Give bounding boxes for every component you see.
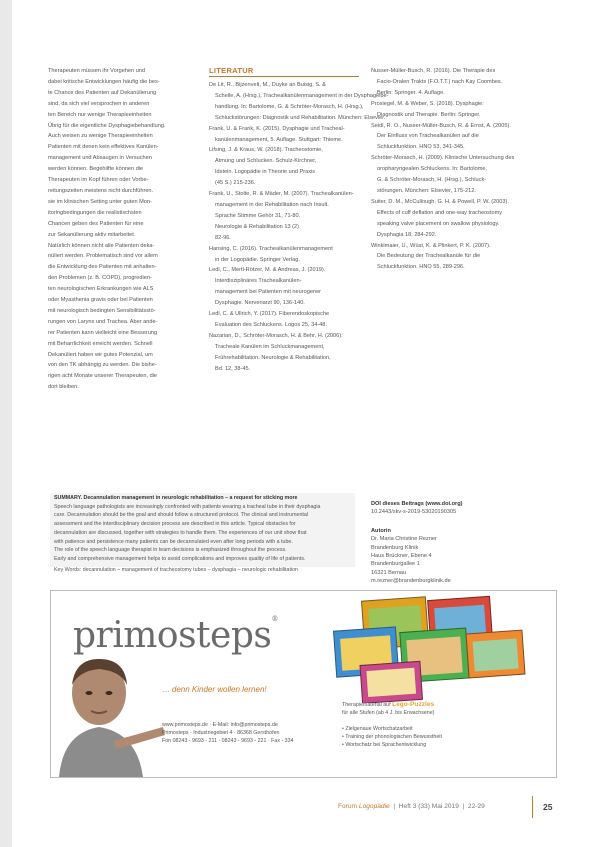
body-text-line: Therapeuten im Kopf führen oder Vorbe- <box>48 177 149 184</box>
promo-line1: Therapiematerial auf <box>342 702 391 708</box>
body-text-line: Chancen geben des Patienten für eine <box>48 220 144 227</box>
reference-line: Die Bedeutung der Trachealkanüle für die <box>377 253 481 260</box>
promo-line2: für alle Stufen (ab 4 J. bis Erwachsene) <box>342 710 435 716</box>
reference-line: Seidl, R. O., Nusser-Müller-Busch, R. & Ernst, A. (2005). <box>371 122 511 129</box>
body-text-line: itoringbedingungen die realistischsten <box>48 209 142 216</box>
bullet-item: • Zielgenaue Wortschatzarbeit <box>342 725 442 733</box>
page-edge <box>0 0 12 847</box>
contact-line[interactable]: www.primosteps.de · E-Mail: info@primosteps.de <box>162 722 278 728</box>
body-text-line: Therapeuten müssen ihr Vorgehen und <box>48 68 146 74</box>
body-text-line: mit Beharrlichkeit erreicht werden. Schnell <box>48 340 153 347</box>
reference-line: störungen. München: Elsevier, 175-212. <box>377 187 476 194</box>
reference-line: speaking valve placement on swallow physiology. <box>377 220 500 227</box>
product-boxes-image <box>319 595 529 703</box>
summary-line: care. Decannulation should be the goal and should follow a structured protocol. The clinical and instrumental <box>54 512 309 519</box>
reference-line: management in der Rehabilitation nach Insult. <box>215 201 329 208</box>
reference-line: Prosiegel, M. & Weber, S. (2018). Dysphagie: <box>371 100 484 107</box>
page-footer: Forum Logopädie | Heft 3 (33) Mai 2019 | 22-29 <box>338 803 485 810</box>
author-line: Haus Brückner, Ebene 4 <box>371 553 432 560</box>
summary-keywords: Key Words: decannulation – management of tracheostomy tubes – dysphagia – neurologic rehabilitation <box>54 566 299 573</box>
body-text-line: sind, da sich viel versprochen in anderen <box>48 100 150 107</box>
ad-tagline: ... denn Kinder wollen lernen! <box>163 685 267 694</box>
summary-line: The role of the speech language therapist in team decisions is emphasized throughout the process. <box>54 547 287 554</box>
reference-line: Effects of cuff deflation and one-way tracheostomy <box>377 209 503 216</box>
article-info <box>371 500 561 586</box>
reference-line: Neurologie & Rehabilitation 13 (2) <box>215 223 299 230</box>
reference-line: De Lit, R., Bijzenvelt, M., Duyke an Buisig, S. & <box>209 82 326 88</box>
reference-line: Nazarian, D., Schröter-Morasch, H. & Behr, H. (2006). <box>209 332 343 339</box>
author-line: Dr. Maria Christine Rezner <box>371 536 437 543</box>
reference-line: in der Logopädie. Springer Verlag. <box>215 256 300 263</box>
ad-contact[interactable] <box>162 721 294 745</box>
reference-line: oropharyngealen Schluckens. In: Bartolome, <box>377 166 488 173</box>
reference-line: Ledl, C., Mertl-Rötzer, M. & Andreas, J. (2019). <box>209 267 326 274</box>
literature-column-continued <box>371 66 561 273</box>
body-text-line: die Entwicklung des Patienten mit anhalten- <box>48 264 157 271</box>
reference-line: Frank, U., Stolte, R. & Mäder, M. (2007). Trachealkanülen- <box>209 191 354 198</box>
contact-line: Primosteps · Industriegebiet 4 · 86368 Gersthofen <box>162 730 280 736</box>
body-text-line: sie im klinischen Setting unter guten Mon- <box>48 198 152 205</box>
doi-label: DOI dieses Beitrags (www.doi.org) <box>371 501 463 507</box>
body-text-line: ten Bereich nur wenige Therapieeinheiten <box>48 111 152 118</box>
literature-column <box>209 66 389 374</box>
body-text-line: Auch weisen zu wenige Therapieeinheiten <box>48 133 153 140</box>
reference-line: Der Einfluss von Trachealkanülen auf die <box>377 133 479 140</box>
summary-heading: SUMMARY. Decannulation management in neurologic rehabilitation – a request for sticking more <box>54 495 298 501</box>
body-text-line: zur Sekanülierung aktiv mitarbeitet. <box>48 231 136 238</box>
registered-mark: ® <box>271 615 278 623</box>
reference-line: Schluckfunktion. HNO 53, 341-345. <box>377 144 465 151</box>
reference-list-continued <box>371 66 561 273</box>
reference-line: G. & Schröter-Morasch, H. (Hrsg.), Schluck- <box>377 177 487 184</box>
body-text-line: Patienten mit denen kein effektives Kanülen- <box>48 144 159 151</box>
reference-line: Suiter, D. M., McCullough, G. H. & Powell, P. W. (2003). <box>371 198 509 205</box>
reference-line: (45 S.) 215-236. <box>215 180 256 187</box>
child-photo <box>51 649 171 777</box>
reference-line: Evaluation des Schluckens. Logos 25, 34-48. <box>215 321 327 328</box>
literature-heading: LITERATUR <box>209 66 254 75</box>
body-text-line: den Problemen (z. B. COPD), progredien- <box>48 275 152 282</box>
summary-line: Speech language pathologists are increasingly confronted with patients wearing a tracheal tube in their dysphagia <box>54 503 321 510</box>
doi-value[interactable]: 10.2443/skv-s-2019-53020190305 <box>371 509 457 516</box>
reference-line: Hansing, C. (2016). Trachealkanülenmanagement <box>209 245 333 252</box>
author-line[interactable]: m.rezner@brandenburgklinik.de <box>371 578 451 585</box>
body-text-line: dort bleiben. <box>48 384 79 391</box>
reference-line: Tracheale Kanülen im Schluckmanagement, <box>215 343 325 350</box>
reference-line: Nusser-Müller-Busch, R. (2016). Die Therapie des <box>371 68 496 74</box>
reference-line: handlung. In: Bartolome, G. & Schröter-Morasch, H. (Hrsg.), <box>215 103 364 110</box>
body-text-line: Natürlich können nicht alle Patienten deka- <box>48 242 155 249</box>
reference-line: Schröter-Morasch, H. (2009). Klinische Untersuchung des <box>371 155 515 162</box>
reference-line: Frank, U. & Frank, K. (2015). Dysphagie und Tracheal- <box>209 125 345 132</box>
author-label: Autorin <box>371 527 391 534</box>
reference-line: Bd. 12, 38-45. <box>215 365 251 372</box>
reference-line: Lifsing, J. & Kraus, W. (2018). Tracheostomie, <box>209 147 323 154</box>
reference-line: Dysphagie. Nervenarzt 90, 136-140. <box>215 300 305 307</box>
summary-text <box>54 503 351 564</box>
author-line: 16321 Bernau <box>371 569 407 576</box>
body-text-line: werden können. Begehilfte können die <box>48 166 144 173</box>
body-text-line: oder Myasthenia gravis oder bei Patienten <box>48 297 153 304</box>
literature-rule <box>209 76 359 77</box>
body-text-line: mit neurologisch bedingten Sensibilitätsstö- <box>48 307 156 314</box>
reference-line: Frührehabilitation. Neurologie & Rehabilitation, <box>215 354 331 361</box>
reference-line: Atmung und Schlucken. Schulz-Kirchner, <box>215 158 317 165</box>
reference-line: Schluckfunktion. HNO 55, 289-296. <box>377 264 465 271</box>
reference-line: Berlin: Springer. 4. Auflage. <box>377 89 445 96</box>
brand-name: primosteps <box>73 615 272 656</box>
reference-line: Winklmaier, U., Wüst, K. & Plinkert, P. K. (2007). <box>371 242 491 249</box>
author-address <box>371 535 561 585</box>
journal-name: Logopädie <box>358 803 390 810</box>
summary-box <box>50 493 355 573</box>
body-text-column <box>48 66 200 393</box>
summary-line: decannulation are discussed, together with strategies to handle them. The experiences of our unit show that <box>54 529 307 536</box>
ad-bullet-list <box>342 725 442 749</box>
page-number: 25 <box>543 802 553 812</box>
summary-line: assessment and the interdisciplinary decision process are described in this article. Typical obstacles for <box>54 521 296 528</box>
body-text-line: reitungszeiten meistens nicht durchführen. <box>48 187 154 194</box>
ad-promo <box>342 701 434 717</box>
author-line: Brandenburgallee 1 <box>371 561 420 568</box>
contact-line: Fon 08243 - 9693 - 211 · 08243 - 9693 - 221 · Fax - 334 <box>162 738 294 744</box>
body-text-line: nüliert werden. Problematisch sind vor allem <box>48 253 158 260</box>
reference-line: 82-96. <box>215 234 231 241</box>
reference-line: kanülenmanagement, 5. Auflage. Stuttgart: Thieme. <box>215 136 343 143</box>
bullet-item: • Wortschatz bei Sprachentwicklung <box>342 741 442 749</box>
reference-line: Ledl, C. & Ullrich, Y. (2017). Fiberendoskopische <box>209 311 330 318</box>
body-text-line: von den TK abhängig zu werden. Die bishe- <box>48 362 157 369</box>
summary-line: with patience and persistence many patients can be decannulated even after long periods with a tube. <box>54 538 293 545</box>
promo-lego: Lego-Puzzles <box>392 701 435 708</box>
body-text-line: Dekanüliert haben wir gutes Potenzial, um <box>48 351 153 358</box>
body-text-line: te Chance des Patienten auf Dekanülierung <box>48 89 157 96</box>
advertisement[interactable] <box>50 590 557 778</box>
bullet-item: • Training der phonologischen Bewusstheit <box>342 733 442 741</box>
reference-line: Sprache Stimme Gehör 31, 71-80. <box>215 212 301 219</box>
body-text-line: rigen acht Monate unserer Therapeuten, die <box>48 373 158 380</box>
reference-list <box>209 80 389 374</box>
issue-info: Heft 3 (33) Mai 2019 <box>398 803 459 810</box>
reference-line: Dysphagia 18, 284-292. <box>377 231 437 238</box>
body-text-line: Übrig für die eigentliche Dysphagiebehandlung. <box>48 122 166 129</box>
reference-line: Schelle, A. (Hrsg.), Trachealkanülenmanagement in der Dysphagiebe- <box>215 92 389 99</box>
body-text-line: ten neurologischen Erkrankungen wie ALS <box>48 286 154 293</box>
page-range: 22-29 <box>467 803 485 810</box>
author-line: Brandenburg Klinik <box>371 544 419 551</box>
summary-line: Early and comprehensive management helps to avoid complications and improves quality of life of patients. <box>54 555 306 562</box>
reference-line: Schluckstörungen: Diagnostik und Rehabilitation. München: Elsevier. <box>215 114 386 121</box>
reference-line: Facio-Oralen Trakts (F.O.T.T.) nach Kay Coombes. <box>377 78 503 85</box>
footer-divider <box>532 796 533 818</box>
body-text-line: rer Patienten kann vielleicht eine Besserung <box>48 329 158 336</box>
reference-line: management bei Patienten mit neurogener <box>215 289 322 296</box>
reference-line: Diagnostik und Therapie. Berlin: Springer. <box>377 111 481 118</box>
reference-line: Idstein. Logopädie in Theorie und Praxis <box>215 169 316 176</box>
reference-line: Interdisziplinäres Trachealkanülen- <box>215 278 302 285</box>
journal-prefix: Forum <box>338 803 358 810</box>
body-text-line: dabei kritische Entwicklungen häufig die bes- <box>48 78 160 85</box>
body-text-line: rungen von Larynx und Trachea. Aber ande- <box>48 318 158 325</box>
body-text-line: management und Absaugen in Versuchen <box>48 155 152 162</box>
